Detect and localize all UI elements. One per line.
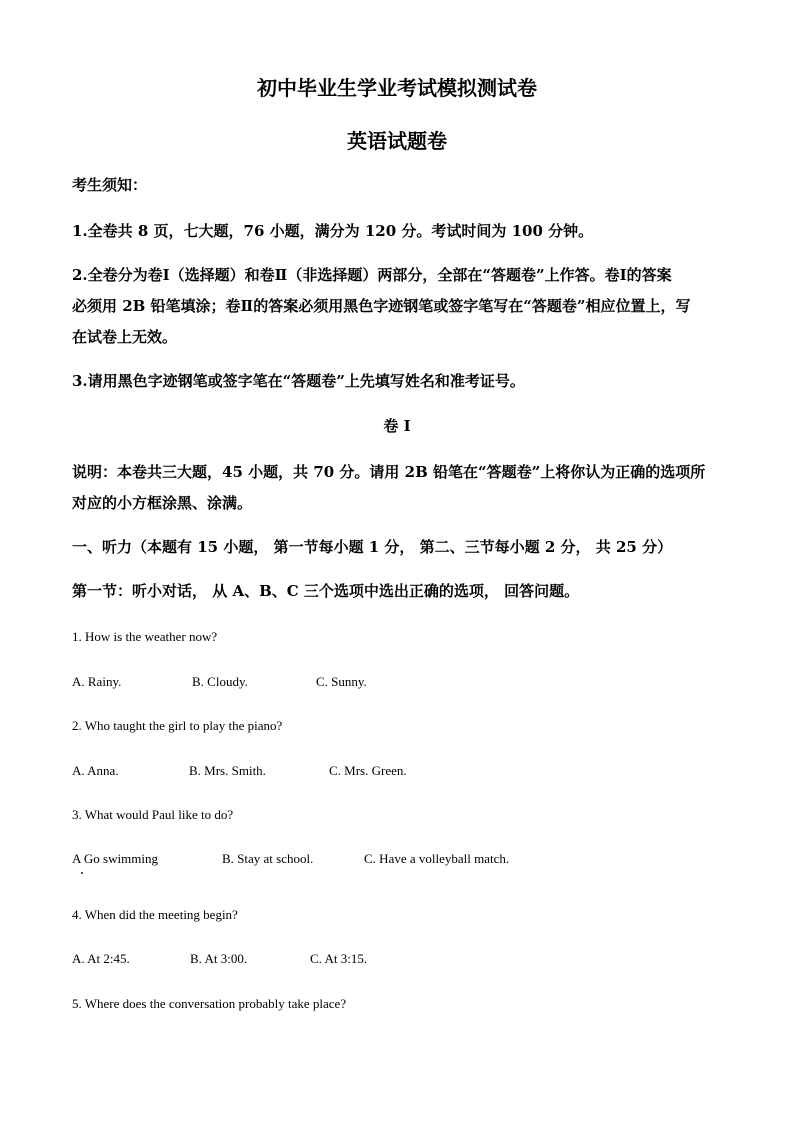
volume-title: 卷 I	[383, 417, 411, 435]
question-1-option-a: A. Rainy.	[72, 674, 122, 689]
notice-item-3: 3.请用黑色字迹钢笔或签字笔在“答题卷”上先填写姓名和准考证号。	[72, 372, 525, 390]
volume-instructions-line-1: 说明：本卷共三大题，45 小题，共 70 分。请用 2B 铅笔在“答题卷”上将你认为正确的选项所	[72, 463, 706, 481]
listening-section-title: 一、听力（本题有 15 小题， 第一节每小题 1 分， 第二、三节每小题 2 分， 共 25 分）	[72, 538, 673, 556]
page-title: 初中毕业生学业考试模拟测试卷	[257, 76, 537, 100]
question-3: 3. What would Paul like to do?	[72, 807, 234, 822]
notice-item-2-line-1: 2.全卷分为卷Ⅰ（选择题）和卷Ⅱ（非选择题）两部分，全部在“答题卷”上作答。卷Ⅰ的答案	[72, 266, 672, 284]
question-4-option-c: C. At 3:15.	[310, 951, 368, 966]
question-5: 5. Where does the conversation probably take place?	[72, 996, 347, 1011]
question-2: 2. Who taught the girl to play the piano?	[72, 718, 283, 733]
notice-item-1: 1.全卷共 8 页，七大题，76 小题，满分为 120 分。考试时间为 100 分钟。	[72, 222, 594, 240]
notice-item-2-line-3: 在试卷上无效。	[72, 328, 178, 346]
question-4-option-b: B. At 3:00.	[190, 951, 248, 966]
notice-heading: 考生须知：	[72, 176, 148, 194]
question-2-option-b: B. Mrs. Smith.	[189, 763, 266, 778]
notice-item-2-line-2: 必须用 2B 铅笔填涂；卷Ⅱ的答案必须用黑色字迹钢笔或签字笔写在“答题卷”相应位置上，写	[72, 297, 691, 315]
question-1-option-c: C. Sunny.	[316, 674, 367, 689]
page-subtitle: 英语试题卷	[347, 129, 447, 153]
question-3-option-c: C. Have a volleyball match.	[364, 851, 510, 866]
question-1-option-b: B. Cloudy.	[192, 674, 248, 689]
question-3-option-a: A Go swimming	[72, 851, 158, 866]
question-2-option-a: A. Anna.	[72, 763, 119, 778]
question-1: 1. How is the weather now?	[72, 629, 218, 644]
volume-instructions-line-2: 对应的小方框涂黑、涂满。	[72, 494, 253, 512]
listening-part-title: 第一节：听小对话， 从 A、B、C 三个选项中选出正确的选项， 回答问题。	[72, 582, 580, 600]
scan-dot	[81, 872, 83, 874]
question-4: 4. When did the meeting begin?	[72, 907, 238, 922]
question-4-option-a: A. At 2:45.	[72, 951, 130, 966]
question-3-option-b: B. Stay at school.	[222, 851, 314, 866]
question-2-option-c: C. Mrs. Green.	[329, 763, 407, 778]
